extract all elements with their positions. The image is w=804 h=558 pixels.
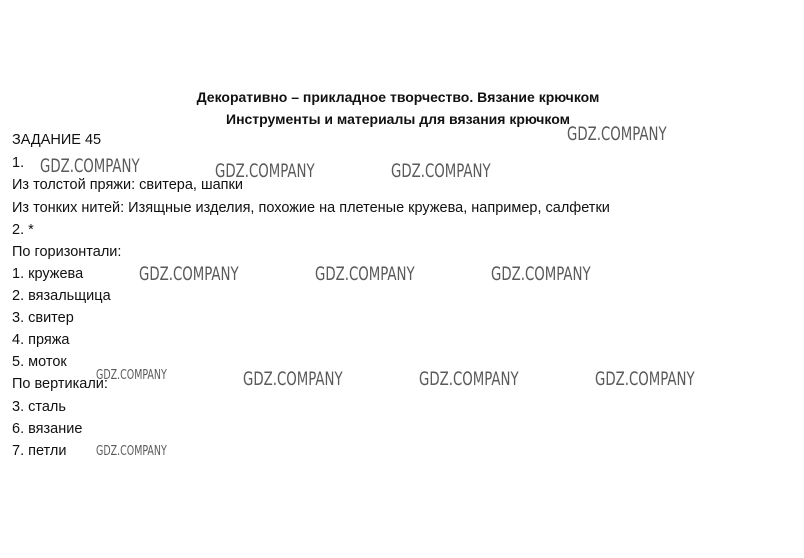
answer-number-1: 1.	[12, 155, 25, 171]
document-subtitle: Инструменты и материалы для вязания крючком	[226, 111, 570, 127]
watermark: GDZ.COMPANY	[567, 123, 667, 145]
watermark: GDZ.COMPANY	[595, 368, 695, 390]
list-item: 3. свитер	[12, 310, 74, 326]
task-heading: ЗАДАНИЕ 45	[12, 132, 102, 148]
answer-line-thick-yarn: Из толстой пряжи: свитера, шапки	[12, 177, 243, 193]
watermark: GDZ.COMPANY	[139, 263, 239, 285]
list-item: 5. моток	[12, 354, 67, 370]
answer-line-thin-threads: Из тонких нитей: Изящные изделия, похожие на плетеные кружева, например, салфетки	[12, 200, 610, 216]
document-title: Декоративно – прикладное творчество. Вязание крючком	[196, 89, 600, 105]
watermark: GDZ.COMPANY	[391, 160, 491, 182]
list-item: 7. петли	[12, 443, 67, 459]
watermark: GDZ.COMPANY	[215, 160, 315, 182]
list-item: 3. сталь	[12, 399, 66, 415]
list-item: 2. вязальщица	[12, 288, 111, 304]
answer-number-2: 2. *	[12, 222, 34, 238]
watermark: GDZ.COMPANY	[419, 368, 519, 390]
watermark: GDZ.COMPANY	[96, 367, 167, 383]
vertical-heading: По вертикали:	[12, 376, 108, 392]
watermark: GDZ.COMPANY	[96, 443, 167, 459]
watermark: GDZ.COMPANY	[40, 155, 140, 177]
horizontal-heading: По горизонтали:	[12, 244, 122, 260]
watermark: GDZ.COMPANY	[491, 263, 591, 285]
watermark: GDZ.COMPANY	[315, 263, 415, 285]
watermark: GDZ.COMPANY	[243, 368, 343, 390]
list-item: 1. кружева	[12, 266, 84, 282]
list-item: 6. вязание	[12, 421, 83, 437]
list-item: 4. пряжа	[12, 332, 70, 348]
